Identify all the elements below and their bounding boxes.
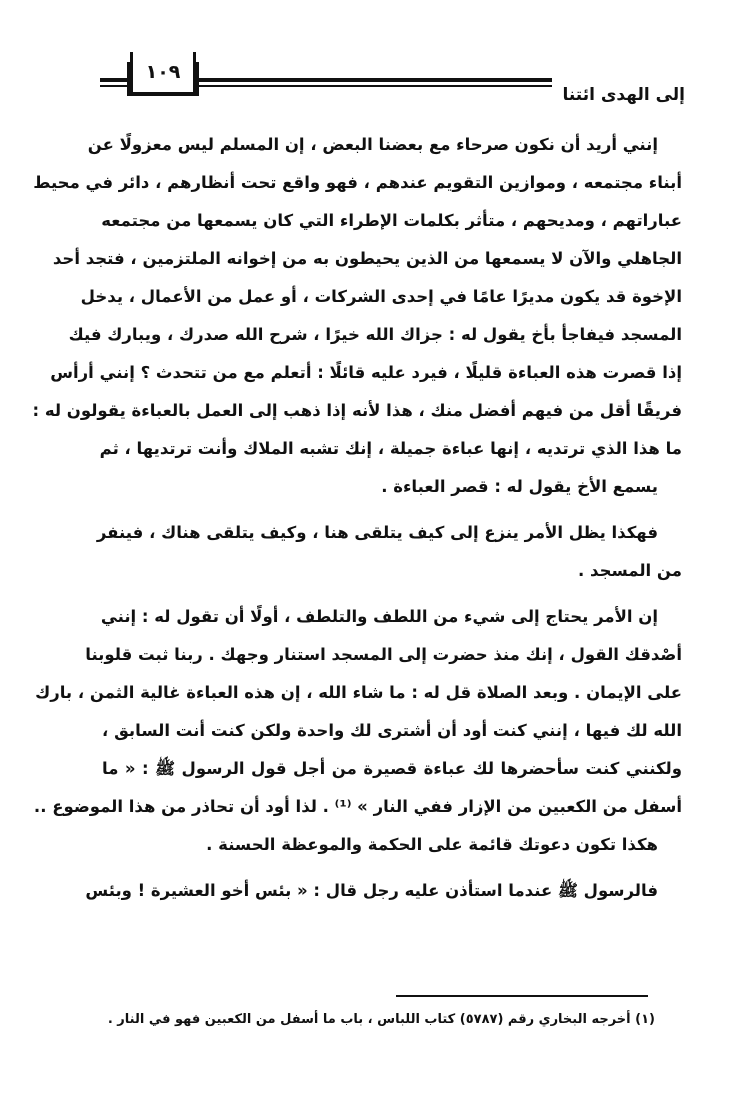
- page-header: [100, 52, 685, 120]
- text-line: على الإيمان . وبعد الصلاة قل له : ما شاء الله ، إن هذه العباءة غالية الثمن ، بارك: [35, 683, 682, 702]
- body-text: [32, 126, 682, 910]
- text-line: الإخوة قد يكون مديرًا عامًا في إحدى الشركات ، أو عمل من الأعمال ، يدخل: [80, 287, 682, 306]
- text-line: الجاهلي والآن لا يسمعها من الذين يحيطون به من إخوانه الملتزمين ، فتجد أحد: [52, 249, 682, 268]
- paragraph-4: [85, 872, 682, 910]
- text-line: إنني أريد أن نكون صرحاء مع بعضنا البعض ، إن المسلم ليس معزولًا عن: [87, 135, 658, 154]
- text-line: ما هذا الذي ترتديه ، إنها عباءة جميلة ، إنك تشبه الملاك وأنت ترتديها ، ثم: [99, 439, 682, 458]
- text-line: المسجد فيفاجأ بأخ يقول له : جزاك الله خيرًا ، شرح الله صدرك ، ويبارك فيك: [68, 325, 682, 344]
- footnote: (١) أخرجه البخاري رقم (٥٧٨٧) كتاب اللباس ، باب ما أسفل من الكعبين فهو في النار .: [107, 1012, 655, 1027]
- text-line: يسمع الأخ يقول له : قصر العباءة .: [381, 477, 658, 496]
- text-line: فالرسول ﷺ عندما استأذن عليه رجل قال : « بئس أخو العشيرة ! وبئس: [85, 881, 658, 900]
- paragraph-1: [32, 126, 682, 506]
- paragraph-2: [96, 514, 682, 590]
- text-line: إذا قصرت هذه العباءة قليلًا ، فيرد عليه قائلًا : أتعلم مع من تتحدث ؟ إنني أرأس: [50, 363, 682, 382]
- text-line: من المسجد .: [578, 561, 682, 580]
- text-line: أسفل من الكعبين من الإزار ففي النار » ⁽¹⁾ . لذا أود أن تحاذر من هذا الموضوع ..: [33, 797, 682, 816]
- text-line: فهكذا يظل الأمر ينزع إلى كيف يتلقى هنا ، وكيف يتلقى هناك ، فينفر: [96, 523, 658, 542]
- text-line: الله لك فيها ، إنني كنت أود أن أشترى لك واحدة ولكن كنت أنت السابق ،: [102, 721, 682, 740]
- page-number-frame: [130, 52, 196, 96]
- text-line: أبناء مجتمعه ، وموازين التقويم عندهم ، فهو واقع تحت أنظارهم ، دائر في محيط: [33, 173, 682, 192]
- text-line: ولكنني كنت سأحضرها لك عباءة قصيرة من أجل قول الرسول ﷺ : « ما: [102, 759, 682, 778]
- text-line: فريقًا أقل من فيهم أفضل منك ، هذا لأنه إذا ذهب إلى العمل بالعباءة يقولون له :: [32, 401, 682, 420]
- running-head: إلى الهدى ائتنا: [552, 78, 685, 112]
- text-line: إن الأمر يحتاج إلى شيء من اللطف والتلطف ، أولًا أن تقول له : إنني: [100, 607, 658, 626]
- text-line: عباراتهم ، ومديحهم ، متأثر بكلمات الإطراء التي كان يسمعها من مجتمعه: [101, 211, 682, 230]
- text-line: هكذا تكون دعوتك قائمة على الحكمة والموعظة الحسنة .: [206, 835, 658, 854]
- text-line: أصْدقك القول ، إنك منذ حضرت إلى المسجد استنار وجهك . ربنا ثبت قلوبنا: [85, 645, 682, 664]
- page-number: ١٠٩: [145, 61, 181, 83]
- footnote-separator: [396, 995, 648, 997]
- paragraph-3: [33, 598, 682, 864]
